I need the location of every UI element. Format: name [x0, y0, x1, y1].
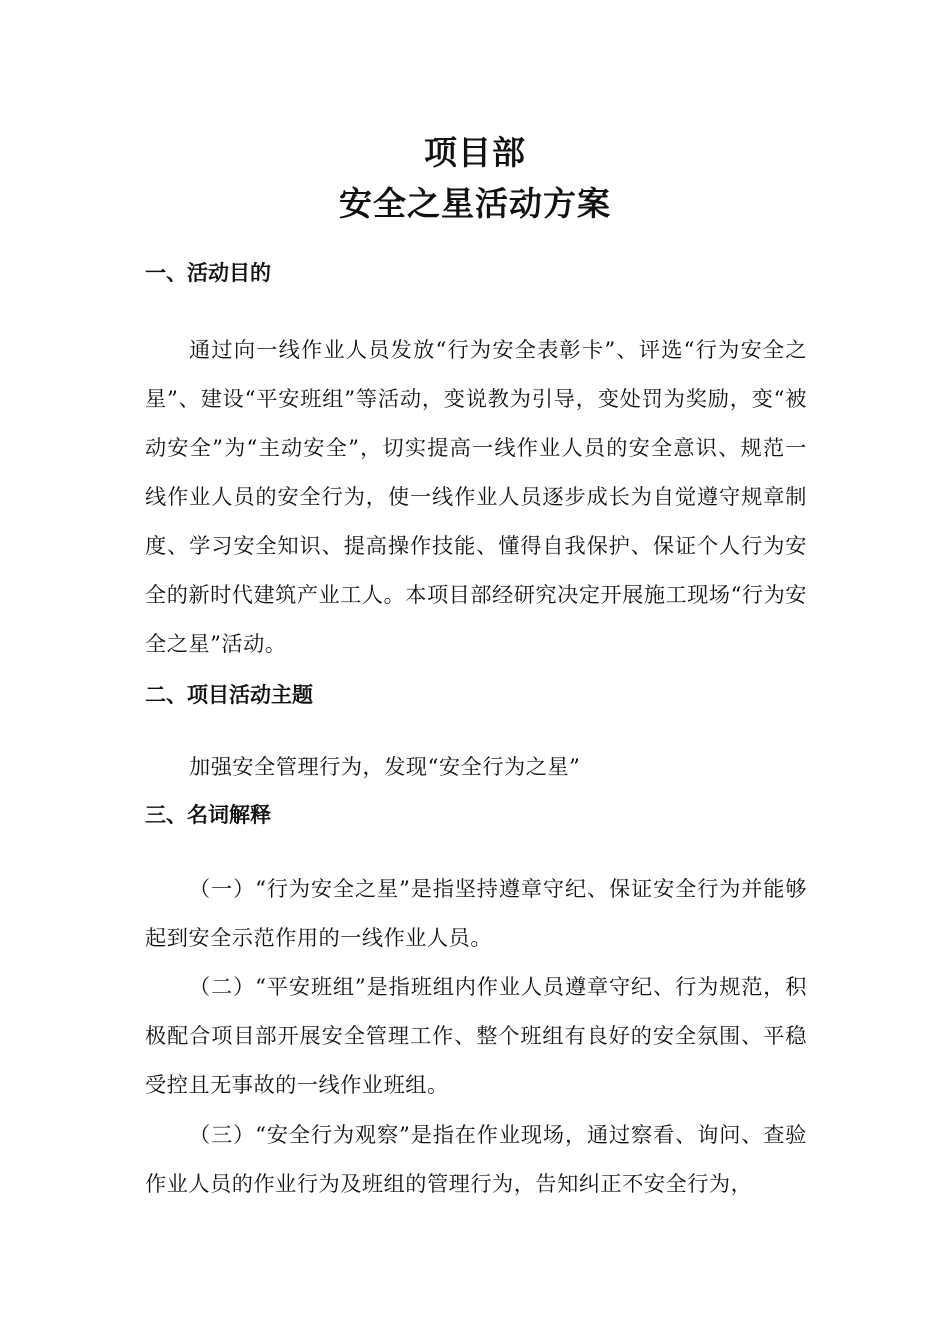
document-title-line1: 项目部 [424, 133, 526, 172]
section-heading-definitions: 三、名词解释 [145, 803, 271, 827]
definition-item: （二）“平安班组”是指班组内作业人员遵章守纪、行为规范，积极配合项目部开展安全管理工作、整个班组有良好的安全氛围、平稳受控且无事故的一线作业班组。 [145, 974, 807, 1097]
definition-item: （一）“行为安全之星”是指坚持遵章守纪、保证安全行为并能够起到安全示范作用的一线作业人员。 [145, 876, 807, 950]
section-heading-purpose: 一、活动目的 [145, 261, 271, 285]
document-title-line2: 安全之星活动方案 [339, 184, 611, 223]
section-heading-theme: 二、项目活动主题 [145, 683, 313, 707]
section-paragraph-theme: 加强安全管理行为，发现“安全行为之星” [189, 754, 581, 779]
definition-item: （三）“安全行为观察”是指在作业现场，通过察看、询问、查验作业人员的作业行为及班组的管理行为，告知纠正不安全行为， [145, 1122, 807, 1196]
section-paragraph-purpose: 通过向一线作业人员发放“行为安全表彰卡”、评选“行为安全之星”、建设“平安班组”等活动，变说教为引导，变处罚为奖励，变“被动安全”为“主动安全”，切实提高一线作业人员的安全意识、规范一线作业人员的安全行为，使一线作业人员逐步成长为自觉遵守规章制度、学习安全知识、提高操作技能、懂得自我保护、保证个人行为安全的新时代建筑产业工人。本项目部经研究决定开展施工现场“行为安全之星”活动。 [145, 337, 807, 656]
